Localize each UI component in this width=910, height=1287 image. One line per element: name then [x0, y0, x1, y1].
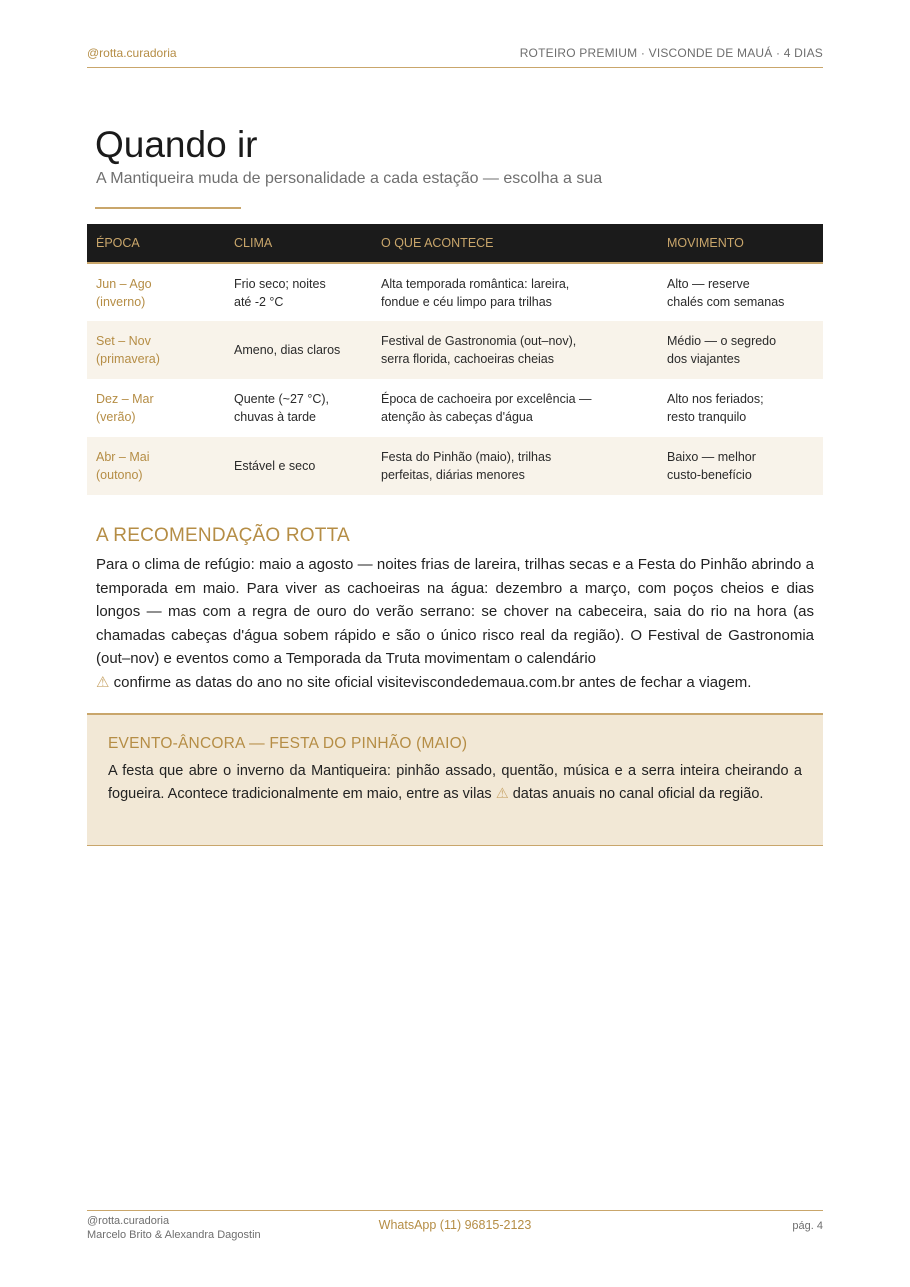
events-text-cont: fondue e céu limpo para trilhas [381, 294, 552, 309]
climate-text: Estável e seco [234, 459, 316, 473]
season-cell [87, 321, 225, 379]
movement-text-cont: custo-benefício [667, 468, 752, 482]
movement-text: Médio — o segredo [667, 334, 777, 348]
season-name: Abr – Mai [96, 450, 150, 464]
events-cell [372, 437, 658, 495]
header-doc-label: ROTEIRO PREMIUM · VISCONDE DE MAUÁ · 4 DIAS [519, 46, 823, 60]
climate-text-cont: chuvas à tarde [234, 410, 316, 424]
warning-icon: ⚠ [96, 673, 110, 691]
column-header-epoca: ÉPOCA [87, 224, 225, 263]
page-title: Quando ir [95, 124, 258, 165]
recommendation-body [96, 553, 814, 694]
footer-authors: Marcelo Brito & Alexandra Dagostin [87, 1229, 261, 1241]
events-text: Festa do Pinhão (maio), trilhas [381, 450, 552, 464]
climate-text: Frio seco; noites [234, 276, 326, 291]
season-label: (verão) [96, 410, 136, 424]
callout-text-after: datas anuais no canal oficial da região. [508, 785, 764, 802]
events-text: Festival de Gastronomia (out–nov), [381, 334, 577, 348]
events-cell [372, 263, 658, 321]
climate-cell [225, 321, 372, 379]
title-divider [95, 207, 241, 209]
warning-icon: ⚠ [495, 785, 509, 802]
events-text-cont: serra florida, cachoeiras cheias [381, 352, 554, 366]
column-header-movimento: MOVIMENTO [658, 224, 823, 263]
movement-text-cont: dos viajantes [667, 352, 740, 366]
page-number: pág. 4 [792, 1220, 823, 1232]
season-name: Set – Nov [96, 334, 151, 348]
movement-cell [658, 437, 823, 495]
season-label: (inverno) [96, 294, 146, 309]
events-text: Alta temporada romântica: lareira, [381, 276, 570, 291]
table-header-row [87, 224, 823, 263]
movement-cell [658, 379, 823, 437]
table-row [87, 379, 823, 437]
page-subtitle: A Mantiqueira muda de personalidade a cada estação — escolha a sua [96, 170, 603, 187]
events-cell [372, 321, 658, 379]
footer-whatsapp: WhatsApp (11) 96815-2123 [378, 1218, 532, 1232]
table-row [87, 321, 823, 379]
events-text-cont: atenção às cabeças d'água [381, 410, 533, 424]
callout-body [108, 760, 802, 805]
column-header-clima: CLIMA [225, 224, 372, 263]
movement-text-cont: chalés com semanas [667, 294, 785, 309]
season-name: Jun – Ago [96, 276, 152, 291]
season-label: (primavera) [96, 352, 160, 366]
page-header [87, 46, 823, 68]
climate-cell [225, 437, 372, 495]
movement-text-cont: resto tranquilo [667, 410, 747, 424]
events-text: Época de cachoeira por excelência — [381, 392, 592, 406]
climate-cell [225, 263, 372, 321]
season-label: (outono) [96, 468, 143, 482]
movement-text: Alto — reserve [667, 276, 750, 291]
callout-text: A festa que abre o inverno da Mantiqueira: pinhão assado, quentão, música e a serra inteira cheirando a fogueira. Acontece tradicionalmente em maio, entre as vilas [108, 763, 802, 802]
movement-text: Baixo — melhor [667, 450, 756, 464]
footer-brand: @rotta.curadoria [87, 1215, 170, 1227]
movement-cell [658, 321, 823, 379]
season-cell [87, 437, 225, 495]
recommendation-heading: A RECOMENDAÇÃO ROTTA [96, 525, 350, 546]
header-brand: @rotta.curadoria [87, 46, 177, 60]
climate-text-cont: até -2 °C [234, 294, 284, 309]
callout-heading: EVENTO-ÂNCORA — FESTA DO PINHÃO (MAIO) [108, 735, 468, 752]
recommendation-text: Para o clima de refúgio: maio a agosto — noites frias de lareira, trilhas secas e a Festa do Pinhão abrindo a temporada em maio. Para viver as cachoeiras na água: dezembro a março, com poços cheios e dias longos — mas com a regra de ouro do verão serrano: se chover na cabeceira, saia do rio na hora (as chamadas cabeças d'água sobem rápido e são o único risco real da região). O Festival de Gastronomia (out–nov) e eventos como a Temporada da Truta movimentam o calendário [96, 556, 814, 667]
season-cell [87, 263, 225, 321]
climate-text: Quente (~27 °C), [234, 392, 329, 406]
climate-text: Ameno, dias claros [234, 343, 341, 357]
page-footer [87, 1210, 823, 1250]
seasons-table [87, 224, 823, 495]
movement-cell [658, 263, 823, 321]
season-cell [87, 379, 225, 437]
season-name: Dez – Mar [96, 392, 154, 406]
recommendation-warning-text: confirme as datas do ano no site oficial visiteviscondedemaua.com.br antes de fechar a viagem. [109, 673, 752, 691]
anchor-event-callout [87, 713, 823, 846]
column-header-eventos: O QUE ACONTECE [372, 224, 658, 263]
table-row [87, 263, 823, 321]
table-row [87, 437, 823, 495]
events-text-cont: perfeitas, diárias menores [381, 468, 525, 482]
events-cell [372, 379, 658, 437]
climate-cell [225, 379, 372, 437]
movement-text: Alto nos feriados; [667, 392, 764, 406]
